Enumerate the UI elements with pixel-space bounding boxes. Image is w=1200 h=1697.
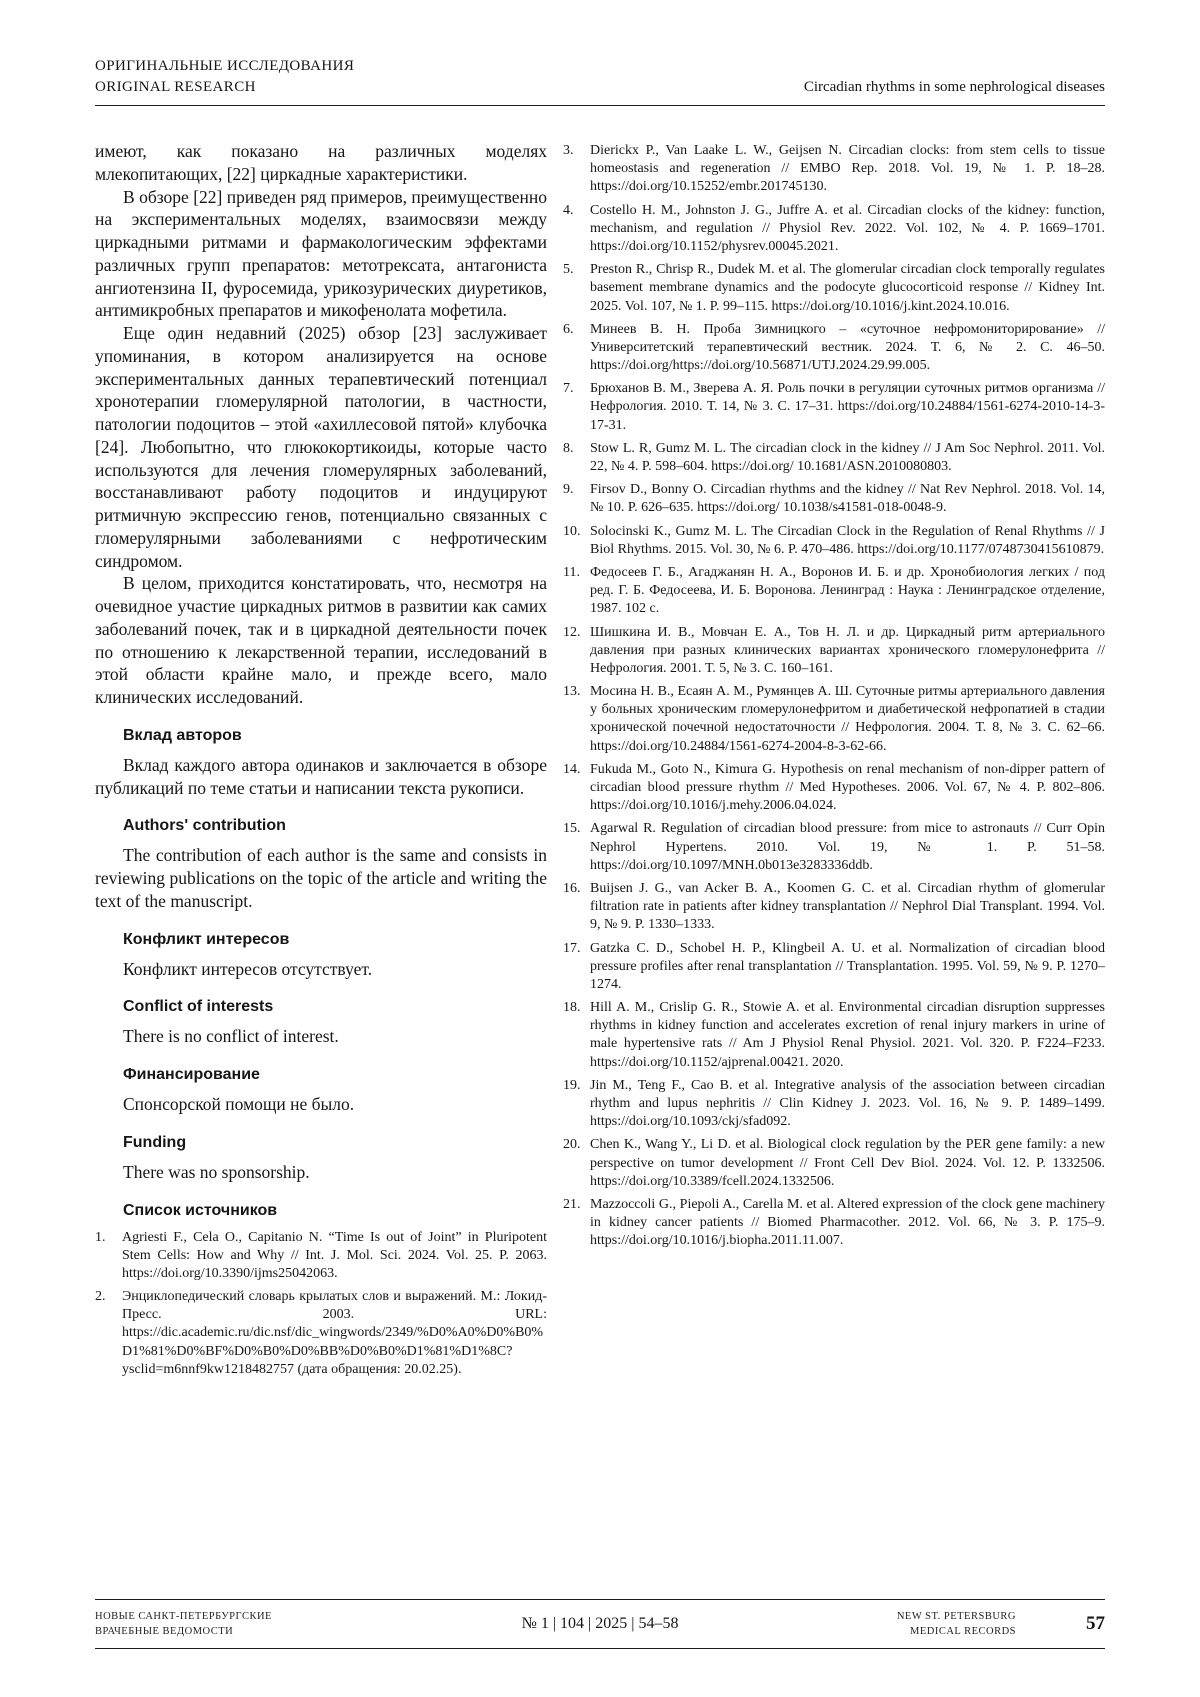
section-body: Вклад каждого автора одинаков и заключается в обзоре публикаций по теме статьи и написании текста рукописи.: [95, 754, 547, 798]
reference-item: [563, 202, 1105, 257]
section-heading: Conflict of interests: [123, 998, 274, 1016]
article-body: [95, 140, 1105, 1384]
reference-item: [563, 481, 1105, 517]
reference-number: 15.: [563, 821, 581, 837]
reference-item: [563, 523, 1105, 559]
section-heading: Authors' contribution: [123, 817, 286, 835]
reference-text: Preston R., Chrisp R., Dudek M. et al. The glomerular circadian clock temporally regulates basement membrane dynamics and the podocyte glucocorticoid response // Kidney Int. 2025. Vol. 107, № 1. P. 99–115. https://doi.org/10.1016/j.kint.2024.10.016.: [590, 262, 1105, 314]
reference-text: Fukuda M., Goto N., Kimura G. Hypothesis on renal mechanism of non-dipper pattern of circadian blood pressure rhythm // Med Hypotheses. 2006. Vol. 67, № 4. P. 802–806. https://doi.org/10.1016/j.mehy.2006.04.024.: [590, 761, 1105, 814]
reference-text: Agarwal R. Regulation of circadian blood pressure: from mice to astronauts // Curr Opin Nephrol Hypertens. 2010. Vol. 19, № 1. P. 51–58. https://doi.org/10.1097/MNH.0b013e3283336ddb.: [590, 821, 1105, 873]
section-body: There was no sponsorship.: [123, 1161, 310, 1182]
reference-number: 1.: [95, 1229, 106, 1245]
reference-item: [563, 940, 1105, 995]
footer-journal-en-line2: MEDICAL RECORDS: [910, 1625, 1016, 1637]
reference-item: [563, 761, 1105, 816]
header-rubric: [95, 56, 354, 98]
footer-journal-ru-line1: НОВЫЕ САНКТ-ПЕТЕРБУРГСКИЕ: [95, 1610, 272, 1622]
reference-number: 17.: [563, 940, 581, 956]
reference-number: 6.: [563, 321, 574, 337]
footer-journal-en: [897, 1609, 1016, 1639]
header-running-title: Circadian rhythms in some nephrological diseases: [803, 79, 1105, 95]
reference-number: 16.: [563, 880, 581, 896]
reference-number: 3.: [563, 143, 574, 158]
article-paragraph: имеют, как показано на различных моделях млекопитающих, [22] циркадные характеристики.: [95, 141, 547, 184]
reference-item: [563, 380, 1105, 435]
section-heading: Вклад авторов: [123, 726, 242, 744]
reference-text: Минеев В. Н. Проба Зимницкого – «суточное нефромониторирование» // Университетский терапевтический вестник. 2024. Т. 6, № 2. С. 46–50. https://doi.org/https://doi.org/10.56871/UTJ.2024.29.99.005.: [590, 321, 1105, 374]
article-paragraph: Еще один недавний (2025) обзор [23] заслуживает упоминания, в котором анализируется на основе экспериментальных данных терапевтический потенциал хронотерапии гломерулярной патологии, в частности, патологии подоцитов – этой «ахиллесовой пятой» клубочка [24]. Любопытно, что глюкокортикоиды, которые часто используются для лечения гломерулярных заболеваний, восстанавливают работу подоцитов и индуцируют ритмичную экспрессию генов, потенциально связанных с гломерулярными заболеваниями с нефротическим синдромом.: [95, 323, 547, 571]
header-rubric-en: ORIGINAL RESEARCH: [95, 79, 256, 95]
reference-text: Gatzka C. D., Schobel H. P., Klingbeil A. U. et al. Normalization of circadian blood pressure profiles after renal transplantation // Transplantation. 1995. Vol. 59, № 9. P. 1270–1274.: [590, 940, 1105, 992]
reference-number: 12.: [563, 624, 581, 640]
references-list-left: [95, 1229, 547, 1380]
section-heading: Funding: [123, 1133, 187, 1151]
reference-item: [95, 1288, 547, 1379]
reference-number: 9.: [563, 482, 574, 498]
reference-number: 14.: [563, 761, 581, 777]
right-column: [563, 140, 1105, 1384]
page-footer: [95, 1599, 1105, 1649]
reference-item: [563, 1196, 1105, 1251]
reference-item: [563, 564, 1105, 619]
section-heading: Конфликт интересов: [123, 930, 290, 948]
reference-text: Agriesti F., Cela O., Capitanio N. “Time Is out of Joint” in Pluripotent Stem Cells: How and Why // Int. J. Mol. Sci. 2024. Vol. 25. P. 2063. https://doi.org/10.3390/ijms25042063.: [122, 1229, 547, 1281]
article-paragraph: В целом, приходится констатировать, что, несмотря на очевидное участие циркадных ритмов в развитии как самих заболеваний почек, так и в циркадной деятельности почек по отношению к лекарственной терапии, исследований в этой области крайне мало, и прежде всего, мало клинических исследований.: [95, 573, 547, 707]
references-heading: Список источников: [123, 1201, 278, 1219]
reference-number: 4.: [563, 202, 574, 218]
reference-item: [563, 999, 1105, 1072]
reference-text: Шишкина И. В., Мовчан Е. А., Тов Н. Л. и др. Циркадный ритм артериального давления при разных клинических вариантах хронического гломерулонефрита // Нефрология. 2001. Т. 5, № 3. С. 160–161.: [590, 624, 1105, 676]
reference-number: 13.: [563, 684, 581, 700]
reference-item: [563, 1136, 1105, 1191]
footer-journal-en-line1: NEW ST. PETERSBURG: [896, 1610, 1016, 1622]
reference-text: Mazzoccoli G., Piepoli A., Carella M. et al. Altered expression of the clock gene machinery in kidney cancer patients // Biomed Pharmacother. 2012. Vol. 66, № 3. P. 175–9. https://doi.org/10.1016/j.biopha.2011.11.007.: [590, 1196, 1105, 1249]
reference-text: Брюханов В. М., Зверева А. Я. Роль почки в регуляции суточных ритмов организма // Нефрология. 2010. Т. 14, № 3. С. 17–31. https://doi.org/10.24884/1561-6274-2010-14-3-17-31.: [590, 381, 1105, 433]
section-heading: Финансирование: [123, 1066, 260, 1083]
reference-item: [563, 880, 1105, 935]
reference-item: [95, 1229, 547, 1284]
reference-text: Dierickx P., Van Laake L. W., Geijsen N. Circadian clocks: from stem cells to tissue homeostasis and regeneration // EMBO Rep. 2018. Vol. 19, № 1. P. 18–28. https://doi.org/10.15252/embr.201745130.: [590, 143, 1105, 195]
reference-text: Мосина Н. В., Есаян А. М., Румянцев А. Ш. Суточные ритмы артериального давления у больных хроническим гломерулонефритом и диабетической нефропатией в стадии хронической почечной недостаточности // Нефрология. 2004. Т. 8, № 3. С. 62–66. https://doi.org/10.24884/1561-6274-2004-8-3-62-66.: [590, 684, 1105, 754]
footer-issue-info: № 1 | 104 | 2025 | 54–58: [521, 1614, 679, 1632]
reference-number: 18.: [563, 1000, 581, 1016]
reference-text: Энциклопедический словарь крылатых слов и выражений. М.: Локид-Пресс. 2003. URL: https://dic.academic.ru/dic.nsf/dic_wingwords/2349/%D0%A0%D0%B0%D1%81%D0%BF%D0%B0%D0%BB%D0%B0%D1%81%D1%8C?ysclid=m6nnf9kw1218482757 (дата обращения: 20.02.25).: [122, 1289, 547, 1377]
page-number: 57: [1086, 1612, 1105, 1634]
footer-journal-ru: [95, 1609, 510, 1639]
reference-text: Firsov D., Bonny O. Circadian rhythms and the kidney // Nat Rev Nephrol. 2018. Vol. 14, № 10. P. 626–635. https://doi.org/ 10.1038/s41581-018-0048-9.: [590, 482, 1105, 516]
header-rubric-ru: ОРИГИНАЛЬНЫЕ ИССЛЕДОВАНИЯ: [95, 58, 355, 74]
footer-right-group: [690, 1609, 1105, 1639]
reference-number: 21.: [563, 1196, 581, 1212]
reference-item: [563, 820, 1105, 875]
footer-journal-ru-line2: ВРАЧЕБНЫЕ ВЕДОМОСТИ: [95, 1625, 234, 1637]
section-body: The contribution of each author is the same and consists in reviewing publications on the topic of the article and writing the text of the manuscript.: [95, 845, 547, 911]
article-paragraph: В обзоре [22] приведен ряд примеров, преимущественно на экспериментальных моделях, взаимосвязи между циркадными ритмами и фармакологическим эффектами различных групп препаратов: метотрексата, антагониста ангиотензина II, фуросемида, урикозурических диуретиков, антимикробных препаратов и микофенолата мофетила.: [95, 186, 547, 321]
reference-number: 7.: [563, 381, 574, 397]
reference-item: [563, 261, 1105, 316]
reference-item: [563, 624, 1105, 679]
reference-text: Федосеев Г. Б., Агаджанян Н. А., Воронов И. Б. и др. Хронобиология легких / под ред. Г. Б. Федосеева, И. Б. Воронова. Ленинград : Наука : Ленинградское отделение, 1987. 102 с.: [590, 564, 1105, 617]
reference-number: 20.: [563, 1137, 581, 1153]
reference-text: Solocinski K., Gumz M. L. The Circadian Clock in the Regulation of Renal Rhythms // J Biol Rhythms. 2015. Vol. 30, № 6. P. 470–486. https://doi.org/10.1177/0748730415610879.: [590, 523, 1105, 557]
section-body: Спонсорской помощи не было.: [123, 1094, 355, 1114]
reference-text: Stow L. R, Gumz M. L. The circadian clock in the kidney // J Am Soc Nephrol. 2011. Vol. 22, № 4. P. 598–604. https://doi.org/ 10.1681/ASN.2010080803.: [590, 440, 1105, 474]
references-list-right: [563, 142, 1105, 1251]
reference-text: Chen K., Wang Y., Li D. et al. Biological clock regulation by the PER gene family: a new perspective on tumor development // Front Cell Dev Biol. 2024. Vol. 12. P. 1332506. https://doi.org/10.3389/fcell.2024.1332506.: [590, 1137, 1105, 1189]
reference-text: Hill A. M., Crislip G. R., Stowie A. et al. Environmental circadian disruption suppresses rhythms in kidney function and accelerates excretion of renal injury markers in urine of male hypertensive rats // Am J Physiol Renal Physiol. 2021. Vol. 320. P. F224–F233. https://doi.org/10.1152/ajprenal.00421. 2020.: [590, 1000, 1105, 1070]
reference-number: 2.: [95, 1289, 106, 1305]
reference-text: Costello H. M., Johnston J. G., Juffre A. et al. Circadian clocks of the kidney: function, mechanism, and regulation // Physiol Rev. 2022. Vol. 102, № 4. P. 1669–1701. https://doi.org/10.1152/physrev.00045.2021.: [590, 202, 1105, 254]
reference-number: 11.: [563, 564, 580, 580]
reference-number: 10.: [563, 523, 581, 539]
reference-text: Jin M., Teng F., Cao B. et al. Integrative analysis of the association between circadian rhythm and lupus nephritis // Clin Kidney J. 2023. Vol. 16, № 9. P. 1489–1499. https://doi.org/10.1093/ckj/sfad092.: [590, 1077, 1105, 1130]
article-paragraphs: [95, 140, 547, 709]
left-column: [95, 140, 547, 1384]
article-sections: [95, 727, 547, 1184]
reference-item: [563, 440, 1105, 476]
section-body: Конфликт интересов отсутствует.: [123, 958, 373, 979]
reference-number: 8.: [563, 440, 574, 456]
reference-number: 19.: [563, 1077, 581, 1093]
section-body: There is no conflict of interest.: [123, 1026, 339, 1047]
reference-item: [563, 142, 1105, 197]
reference-item: [563, 321, 1105, 376]
reference-item: [563, 1077, 1105, 1132]
page-header: [95, 0, 1105, 106]
reference-number: 5.: [563, 262, 574, 278]
reference-item: [563, 683, 1105, 756]
reference-text: Buijsen J. G., van Acker B. A., Koomen G. C. et al. Circadian rhythm of glomerular filtration rate in patients after kidney transplantation // Nephrol Dial Transplant. 1994. Vol. 9, № 9. P. 1330–1333.: [590, 880, 1105, 933]
